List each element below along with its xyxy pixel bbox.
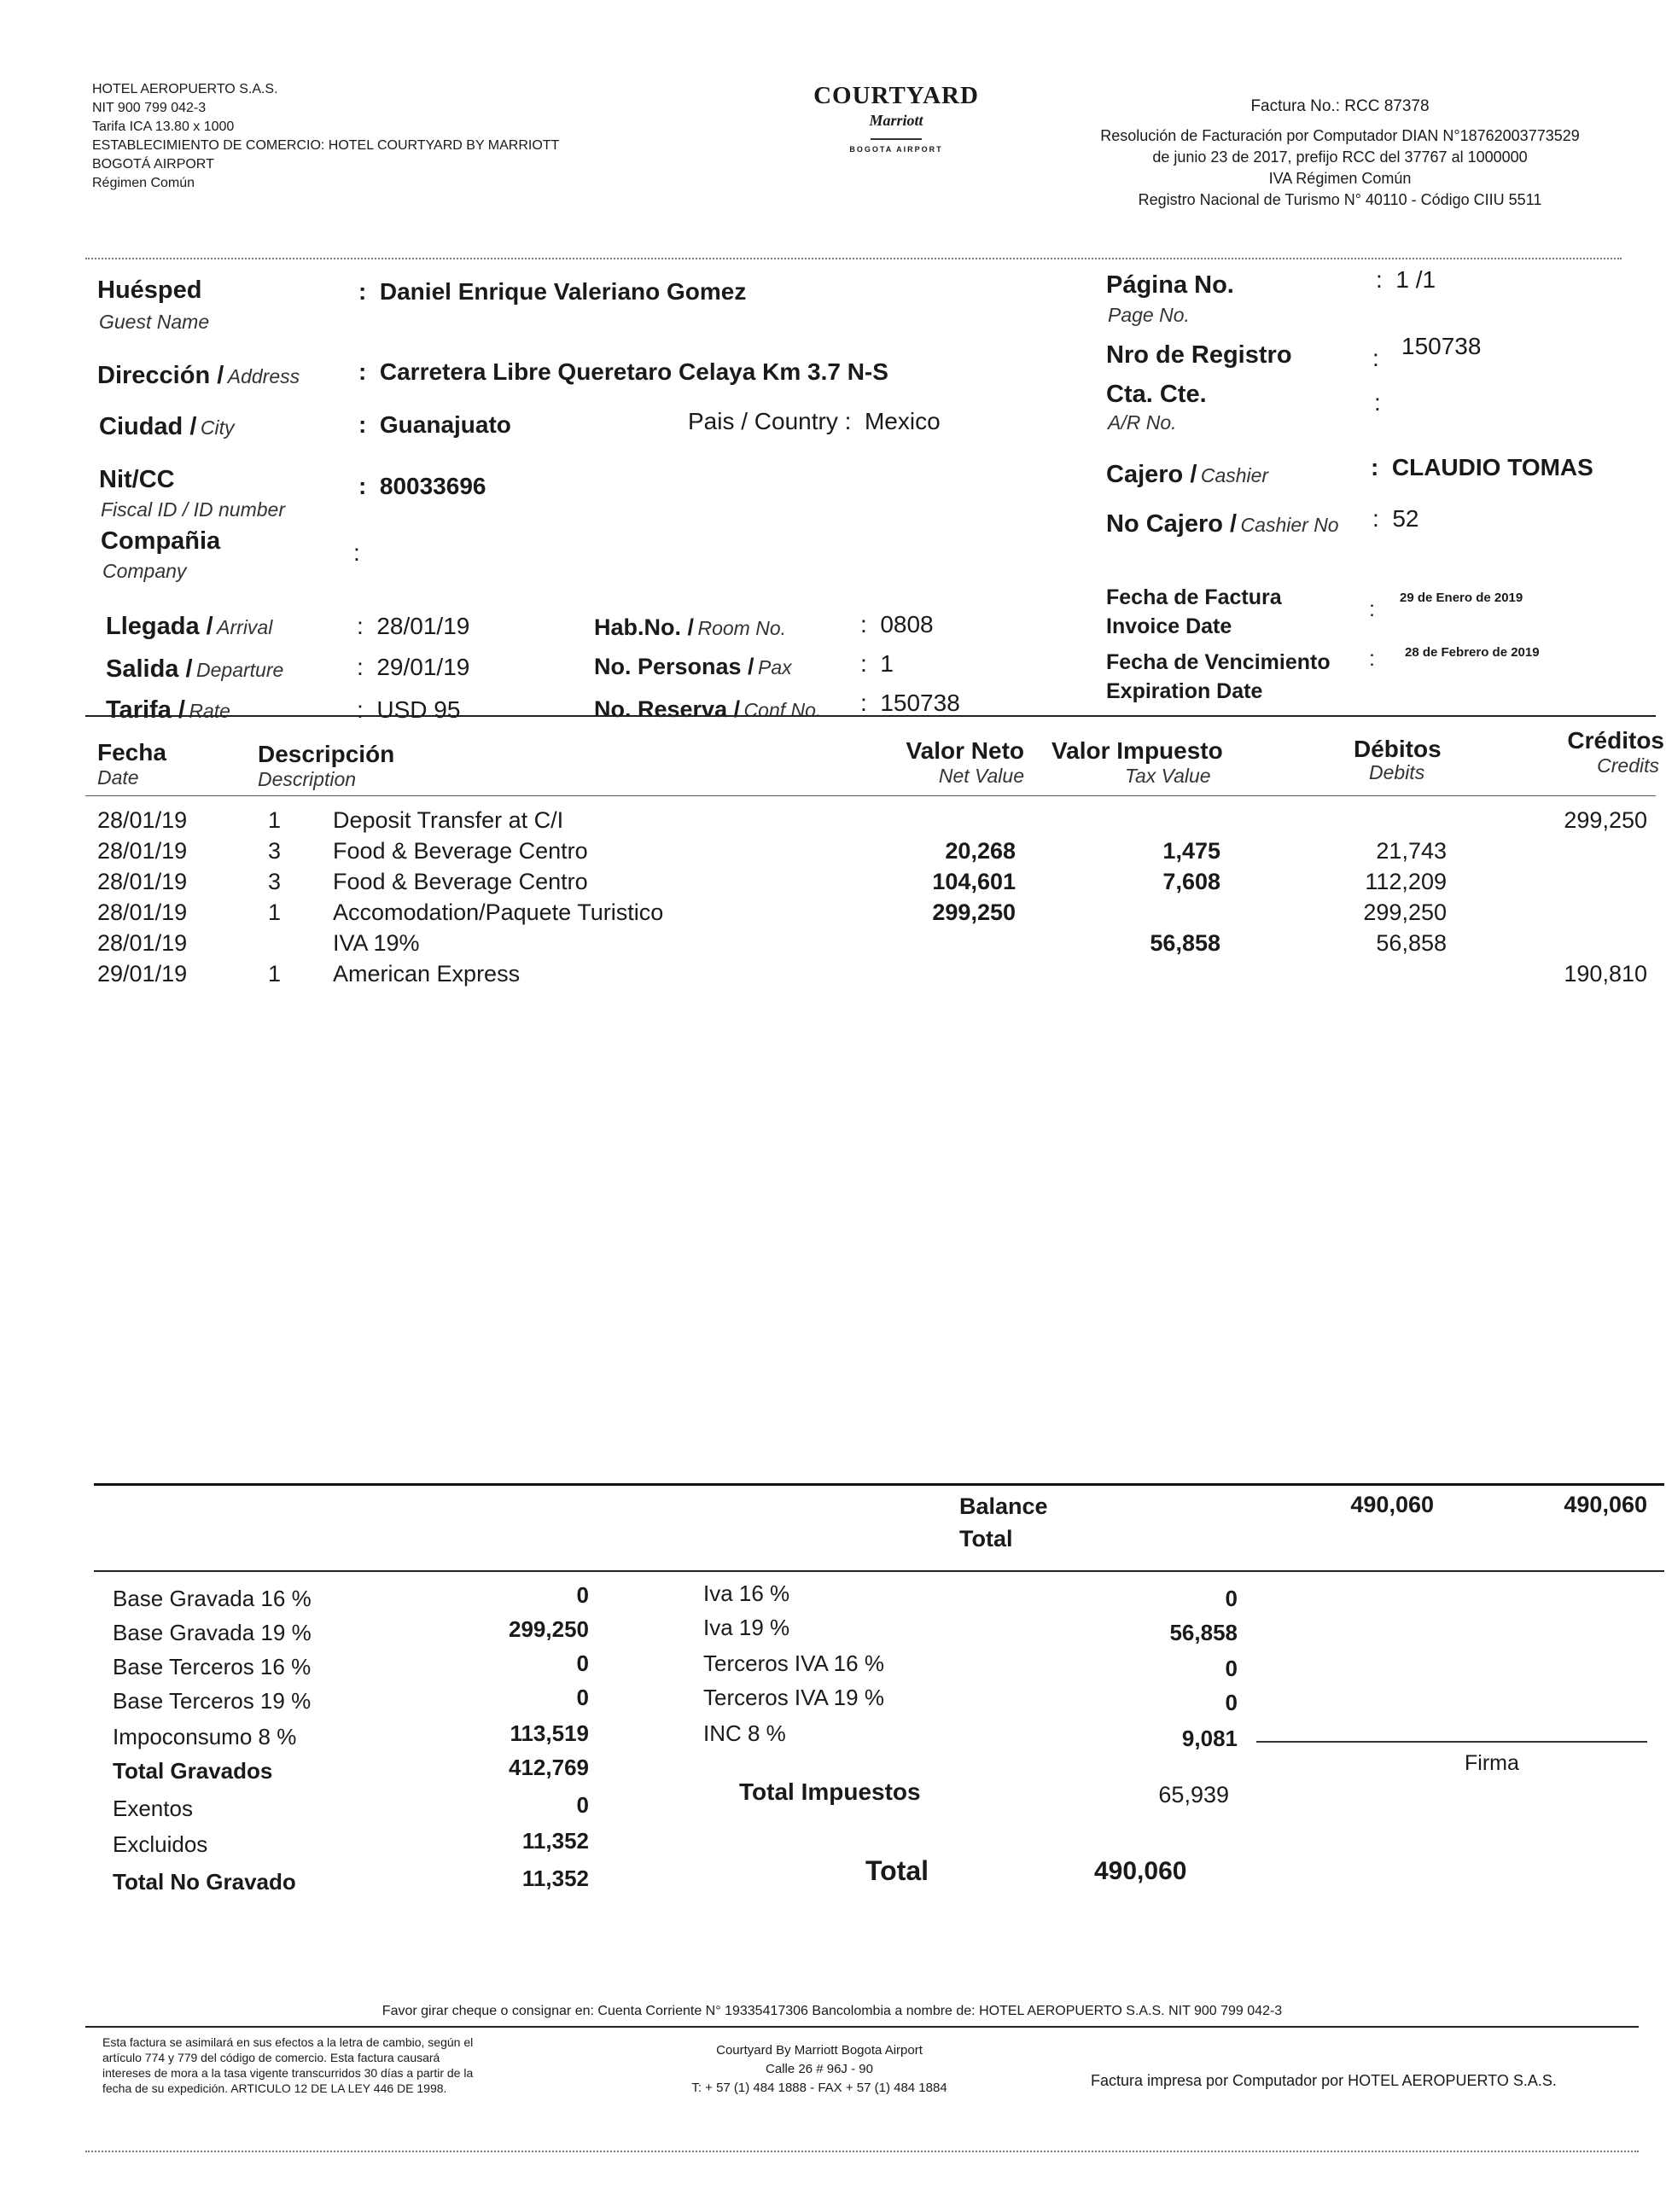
cta-label: Cta. Cte.	[1106, 381, 1207, 408]
col-neto-sub: Net Value	[938, 765, 1024, 787]
hotel-info	[92, 80, 690, 193]
tax-amount-value: 56,858	[1169, 1620, 1238, 1645]
printed-by: Factura impresa por Computador por HOTEL AEROPUERTO S.A.S.	[1091, 2072, 1557, 2089]
tax-base-label: Base Terceros 16 %	[113, 1654, 312, 1679]
page-label: Página No.	[1106, 271, 1234, 299]
guest-name-label: Huésped	[97, 276, 202, 304]
city-value: Guanajuato	[379, 411, 511, 438]
tax-base-label: Total Gravados	[113, 1758, 273, 1784]
courtyard-logo	[717, 82, 1075, 154]
company-label: Compañia	[101, 527, 221, 555]
table-row	[0, 961, 1666, 992]
rate-sublabel: Rate	[189, 700, 230, 722]
tax-amount-value: 0	[1225, 1656, 1238, 1681]
hotel-line: Tarifa ICA 13.80 x 1000	[92, 119, 235, 134]
arrival-sublabel: Arrival	[217, 616, 273, 638]
tax-base-value: 0	[576, 1582, 589, 1608]
tax-base-label: Exentos	[113, 1796, 193, 1821]
room-label: Hab.No. /	[594, 614, 695, 640]
resolution-line: IVA Régimen Común	[1268, 170, 1412, 187]
nit-label: Nit/CC	[99, 466, 175, 493]
cell-net: 104,601	[932, 869, 1016, 894]
tax-amount-label: Iva 19 %	[703, 1615, 790, 1640]
resolution-line: Resolución de Facturación por Computador DIAN N°18762003773529	[1100, 127, 1580, 144]
col-fecha-sub: Date	[97, 766, 139, 789]
page-value: 1 /1	[1395, 266, 1436, 293]
cell-debit: 21,743	[1376, 838, 1447, 864]
tax-amount-label: Terceros IVA 16 %	[703, 1650, 884, 1676]
hotel-line: NIT 900 799 042-3	[92, 101, 207, 115]
tax-base-label: Impoconsumo 8 %	[113, 1724, 297, 1749]
legal-line: Esta factura se asimilará en sus efectos a la letra de cambio, según el	[102, 2035, 474, 2049]
hotel-line: BOGOTÁ AIRPORT	[92, 157, 214, 172]
cell-date: 28/01/19	[97, 807, 188, 833]
table-row	[0, 869, 1666, 899]
resolution-line: Registro Nacional de Turismo N° 40110 - Código CIIU 5511	[1138, 191, 1542, 208]
cell-qty: 1	[268, 899, 282, 925]
col-descripcion-sub: Description	[258, 768, 357, 790]
resolution-line: de junio 23 de 2017, prefijo RCC del 37767 al 1000000	[1152, 148, 1528, 166]
guest-name-sublabel: Guest Name	[99, 311, 210, 333]
firma-label: Firma	[1465, 1751, 1519, 1775]
cashier-sublabel: Cashier	[1200, 464, 1269, 486]
total-impuestos-label: Total Impuestos	[739, 1778, 921, 1805]
cashier-label: Cajero /	[1106, 461, 1197, 488]
factura-number: Factura No.: RCC 87378	[1250, 97, 1430, 115]
departure-sublabel: Departure	[196, 659, 284, 681]
balance-debits: 490,060	[1350, 1492, 1434, 1517]
col-impuesto: Valor Impuesto	[1051, 737, 1223, 764]
cashier-no-value: 52	[1392, 505, 1419, 532]
page-sublabel: Page No.	[1108, 304, 1190, 326]
departure-label: Salida /	[106, 655, 193, 683]
col-neto: Valor Neto	[906, 737, 1024, 764]
cell-desc: Accomodation/Paquete Turistico	[333, 899, 664, 925]
tax-base-label: Base Terceros 19 %	[113, 1688, 312, 1714]
rate-label: Tarifa /	[106, 696, 185, 724]
company-sublabel: Company	[102, 560, 187, 582]
arrival-value: 28/01/19	[376, 613, 470, 639]
tax-base-label: Base Gravada 16 %	[113, 1586, 312, 1611]
col-descripcion: Descripción	[258, 741, 395, 767]
balance-credits: 490,060	[1564, 1492, 1647, 1517]
nit-sublabel: Fiscal ID / ID number	[101, 498, 285, 521]
tax-base-label: Total No Gravado	[113, 1869, 296, 1895]
cell-qty: 3	[268, 838, 282, 864]
col-creditos-sub: Credits	[1597, 754, 1659, 777]
invoice-resolution	[1050, 96, 1630, 211]
tax-amount-label: Iva 16 %	[703, 1580, 790, 1606]
address-line: Courtyard By Marriott Bogota Airport	[716, 2043, 923, 2058]
cell-date: 29/01/19	[97, 961, 188, 987]
col-fecha: Fecha	[97, 739, 166, 765]
address-value: Carretera Libre Queretaro Celaya Km 3.7 N-S	[379, 358, 888, 385]
reservation-label: No. Reserva /	[594, 696, 741, 722]
cell-desc: IVA 19%	[333, 930, 420, 956]
pax-sublabel: Pax	[758, 656, 792, 678]
cashier-value: CLAUDIO TOMAS	[1391, 454, 1593, 480]
col-debitos-sub: Debits	[1369, 761, 1425, 783]
logo-city: BOGOTA AIRPORT	[849, 145, 943, 154]
address-sublabel: Address	[227, 365, 300, 387]
table-row	[0, 838, 1666, 869]
invoice-date-sublabel: Invoice Date	[1106, 614, 1232, 638]
payment-instructions: Favor girar cheque o consignar en: Cuenta Corriente N° 19335417306 Bancolombia a nombre de: HOTEL AEROPUERTO S.A.S. NIT 900 799 042-3	[382, 2004, 1283, 2018]
table-row	[0, 930, 1666, 961]
cell-desc: Food & Beverage Centro	[333, 838, 588, 864]
arrival-label: Llegada /	[106, 613, 213, 640]
city-sublabel: City	[200, 416, 235, 439]
legal-line: intereses de mora a la tasa vigente transcurridos 30 días a partir de la	[102, 2066, 474, 2080]
tax-base-value: 0	[576, 1685, 589, 1710]
cell-tax: 7,608	[1162, 869, 1220, 894]
cashier-no-label: No Cajero /	[1106, 510, 1238, 538]
col-impuesto-sub: Tax Value	[1125, 765, 1211, 787]
cell-date: 28/01/19	[97, 869, 188, 894]
grand-total-label: Total	[865, 1855, 929, 1886]
expiration-value: 28 de Febrero de 2019	[1405, 645, 1540, 660]
logo-sub: Marriott	[869, 112, 923, 129]
cell-tax: 1,475	[1162, 838, 1220, 864]
tax-base-value: 0	[576, 1792, 589, 1818]
hotel-line: Régimen Común	[92, 176, 195, 190]
cell-date: 28/01/19	[97, 930, 188, 956]
cta-sublabel: A/R No.	[1108, 411, 1177, 434]
pax-value: 1	[880, 650, 894, 677]
tax-base-value: 299,250	[509, 1616, 589, 1642]
invoice-date-label: Fecha de Factura	[1106, 585, 1282, 609]
logo-brand: COURTYARD	[813, 82, 979, 109]
cell-desc: Food & Beverage Centro	[333, 869, 588, 894]
hotel-address	[632, 2041, 1007, 2098]
cell-credit: 299,250	[1564, 807, 1647, 833]
tax-amount-label: INC 8 %	[703, 1720, 786, 1746]
cell-desc: American Express	[333, 961, 521, 987]
cell-qty: 1	[268, 807, 282, 833]
expiration-sublabel: Expiration Date	[1106, 679, 1263, 703]
tax-base-value: 113,519	[510, 1720, 589, 1746]
cashier-no-sublabel: Cashier No	[1240, 514, 1339, 536]
tax-base-label: Base Gravada 19 %	[113, 1620, 312, 1645]
tax-base-value: 11,352	[521, 1866, 589, 1891]
hotel-line: ESTABLECIMIENTO DE COMERCIO: HOTEL COURTYARD BY MARRIOTT	[92, 138, 560, 153]
address-line: Calle 26 # 96J - 90	[766, 2062, 873, 2076]
registro-label: Nro de Registro	[1106, 341, 1292, 369]
legal-notice	[102, 2034, 597, 2096]
cell-qty: 3	[268, 869, 282, 894]
guest-name-value: Daniel Enrique Valeriano Gomez	[379, 278, 747, 305]
hotel-line: HOTEL AEROPUERTO S.A.S.	[92, 82, 278, 96]
tax-base-label: Excluidos	[113, 1831, 208, 1857]
nit-value: 80033696	[379, 473, 486, 499]
total-label: Total	[959, 1526, 1013, 1551]
legal-line: fecha de su expedición. ARTICULO 12 DE LA LEY 446 DE 1998.	[102, 2081, 447, 2095]
cell-net: 20,268	[945, 838, 1016, 864]
rate-value: USD 95	[376, 696, 461, 723]
cell-desc: Deposit Transfer at C/I	[333, 807, 564, 833]
country-label: Pais / Country :	[688, 408, 852, 434]
city-label: Ciudad /	[99, 413, 197, 440]
address-label: Dirección /	[97, 362, 224, 389]
legal-line: artículo 774 y 779 del código de comercio. Esta factura causará	[102, 2051, 440, 2064]
reservation-sublabel: Conf No.	[743, 699, 822, 721]
departure-value: 29/01/19	[376, 654, 470, 680]
registro-value: 150738	[1401, 333, 1482, 359]
cell-debit: 299,250	[1363, 899, 1447, 925]
grand-total-value: 490,060	[1094, 1857, 1187, 1885]
cell-tax: 56,858	[1150, 930, 1220, 956]
cell-debit: 112,209	[1365, 869, 1447, 894]
country-value: Mexico	[864, 408, 941, 434]
tax-base-value: 0	[576, 1650, 589, 1676]
col-creditos: Créditos	[1567, 727, 1664, 754]
cell-qty: 1	[268, 961, 282, 987]
total-impuestos-value: 65,939	[1158, 1782, 1229, 1807]
balance-label: Balance	[959, 1493, 1048, 1519]
tax-amount-value: 0	[1225, 1690, 1238, 1715]
tax-amount-value: 9,081	[1181, 1726, 1238, 1751]
tax-base-value: 412,769	[509, 1755, 589, 1780]
expiration-label: Fecha de Vencimiento	[1106, 650, 1331, 674]
tax-amount-value: 0	[1225, 1586, 1238, 1611]
tax-amount-label: Terceros IVA 19 %	[703, 1685, 884, 1710]
table-row	[0, 807, 1666, 838]
reservation-value: 150738	[880, 690, 960, 716]
address-line: T: + 57 (1) 484 1888 - FAX + 57 (1) 484 1884	[691, 2081, 947, 2095]
room-sublabel: Room No.	[697, 617, 787, 639]
cell-date: 28/01/19	[97, 899, 188, 925]
invoice-date-value: 29 de Enero de 2019	[1400, 591, 1523, 605]
pax-label: No. Personas /	[594, 654, 754, 679]
col-debitos: Débitos	[1354, 736, 1442, 762]
cell-net: 299,250	[932, 899, 1016, 925]
cell-debit: 56,858	[1376, 930, 1447, 956]
table-row	[0, 899, 1666, 930]
cell-credit: 190,810	[1564, 961, 1647, 987]
room-value: 0808	[880, 611, 934, 637]
cell-date: 28/01/19	[97, 838, 188, 864]
tax-base-value: 11,352	[521, 1828, 589, 1854]
